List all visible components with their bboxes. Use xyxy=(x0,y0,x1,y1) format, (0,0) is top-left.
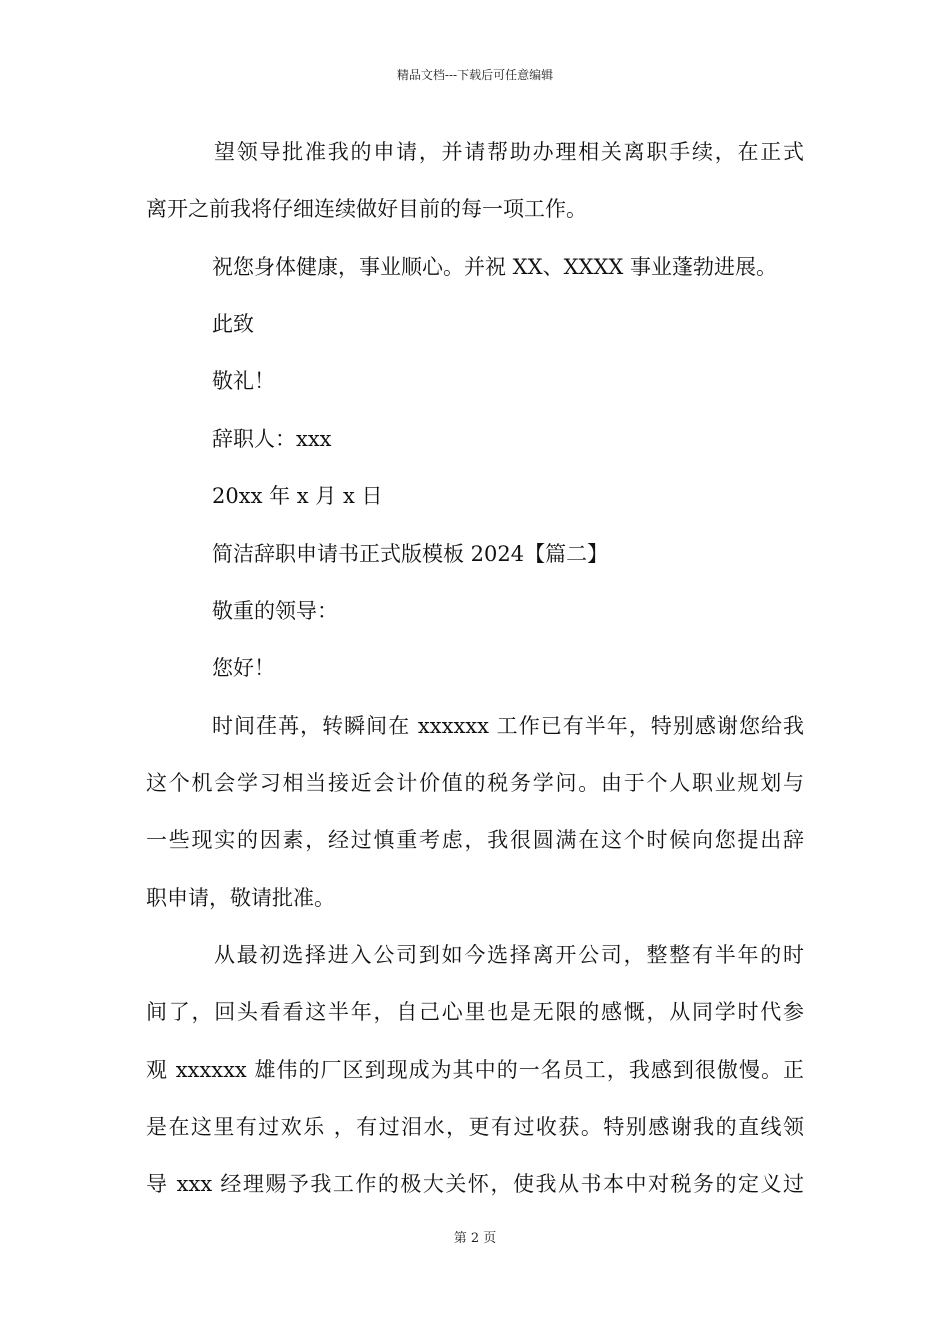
text-line-11: 时间荏苒，转瞬间在 xxxxxx 工作已有半年，特别感谢您给我 xyxy=(212,714,804,738)
text-line-16: 间了，回头看看这半年，自己心里也是无限的感慨，从同学时代参 xyxy=(146,1000,804,1024)
section-title: 简洁辞职申请书正式版模板 2024【篇二】 xyxy=(212,542,609,566)
text-line-4: 此致 xyxy=(212,312,254,336)
text-line-19: 导 xxx 经理赐予我工作的极大关怀，使我从书本中对税务的定义过 xyxy=(146,1172,804,1196)
page-number: 第 2 页 xyxy=(453,1231,497,1246)
text-line-14: 职申请，敬请批准。 xyxy=(146,886,335,910)
text-line-15: 从最初选择进入公司到如今选择离开公司，整整有半年的时 xyxy=(214,943,804,967)
text-line-18: 是在这里有过欢乐 ，有过泪水，更有过收获。特别感谢我的直线领 xyxy=(146,1115,804,1139)
text-line-5: 敬礼！ xyxy=(212,369,275,393)
text-line-7: 20xx 年 x 月 x 日 xyxy=(212,484,383,508)
text-line-2: 离开之前我将仔细连续做好目前的每一项工作。 xyxy=(146,197,587,221)
greeting: 您好！ xyxy=(212,656,275,680)
text-line-17: 观 xxxxxx 雄伟的厂区到现成为其中的一名员工，我感到很傲慢。正 xyxy=(146,1058,804,1082)
salutation: 敬重的领导： xyxy=(212,599,338,623)
text-line-3: 祝您身体健康，事业顺心。并祝 XX、XXXX 事业蓬勃进展。 xyxy=(212,255,778,279)
text-line-1: 望领导批准我的申请，并请帮助办理相关离职手续，在正式 xyxy=(214,140,804,164)
text-line-13: 一些现实的因素，经过慎重考虑，我很圆满在这个时候向您提出辞 xyxy=(146,828,804,852)
page-header: 精品文档---下载后可任意编辑 xyxy=(396,68,554,82)
text-line-6: 辞职人：xxx xyxy=(212,427,332,451)
text-line-12: 这个机会学习相当接近会计价值的税务学问。由于个人职业规划与 xyxy=(146,771,804,795)
